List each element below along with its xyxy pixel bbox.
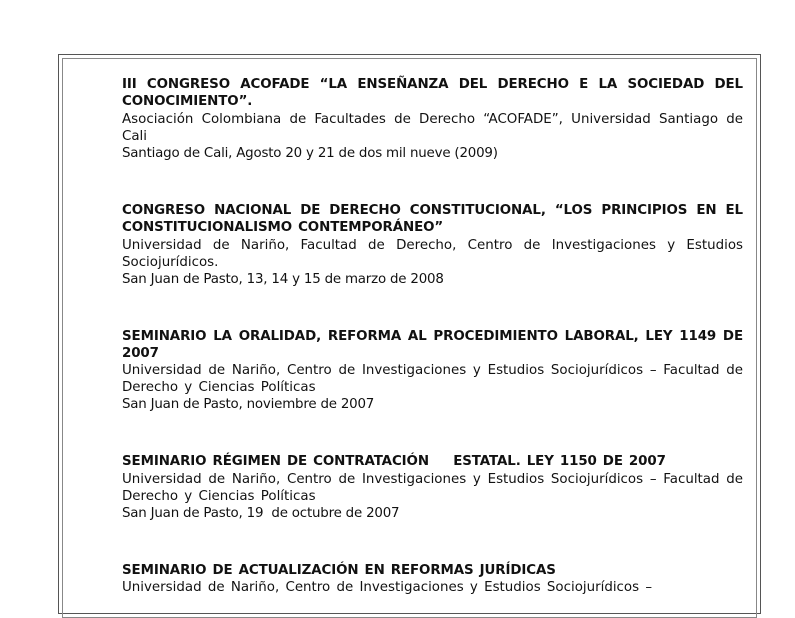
event-title: SEMINARIO RÉGIMEN DE CONTRATACIÓN ESTATAL. LEY 1150 DE 2007: [122, 454, 666, 470]
event-entry: [122, 202, 743, 288]
event-organizer: Universidad de Nariño, Centro de Investigaciones y Estudios Sociojurídicos – Facultad de Derecho y Ciencias Políticas: [122, 471, 743, 504]
event-title: CONGRESO NACIONAL DE DERECHO CONSTITUCIONAL, “LOS PRINCIPIOS EN EL CONSTITUCIONALISMO CONTEMPORÁNEO”: [122, 202, 743, 236]
event-title: SEMINARIO LA ORALIDAD, REFORMA AL PROCEDIMIENTO LABORAL, LEY 1149 DE 2007: [122, 328, 743, 362]
event-place-date: San Juan de Pasto, 13, 14 y 15 de marzo de 2008: [122, 271, 444, 287]
event-title: III CONGRESO ACOFADE “LA ENSEÑANZA DEL DERECHO E LA SOCIEDAD DEL CONOCIMIENTO”.: [122, 77, 743, 110]
event-organizer: Asociación Colombiana de Facultades de Derecho “ACOFADE”, Universidad Santiago de Cali: [122, 111, 743, 144]
event-entry: [122, 76, 743, 162]
event-entry: [122, 453, 743, 521]
event-organizer: Universidad de Nariño, Facultad de Derecho, Centro de Investigaciones y Estudios Sociojurídicos.: [122, 237, 743, 270]
event-place-date: Santiago de Cali, Agosto 20 y 21 de dos mil nueve (2009): [122, 145, 498, 161]
event-entry: [122, 562, 743, 596]
event-list: [122, 76, 743, 596]
event-entry: [122, 328, 743, 414]
event-organizer: Universidad de Nariño, Centro de Investigaciones y Estudios Sociojurídicos –: [122, 580, 653, 596]
event-place-date: San Juan de Pasto, noviembre de 2007: [122, 397, 375, 413]
event-title: SEMINARIO DE ACTUALIZACIÓN EN REFORMAS JURÍDICAS: [122, 562, 556, 578]
event-place-date: San Juan de Pasto, 19 de octubre de 2007: [122, 505, 400, 521]
event-organizer: Universidad de Nariño, Centro de Investigaciones y Estudios Sociojurídicos – Facultad de Derecho y Ciencias Políticas: [122, 363, 743, 396]
